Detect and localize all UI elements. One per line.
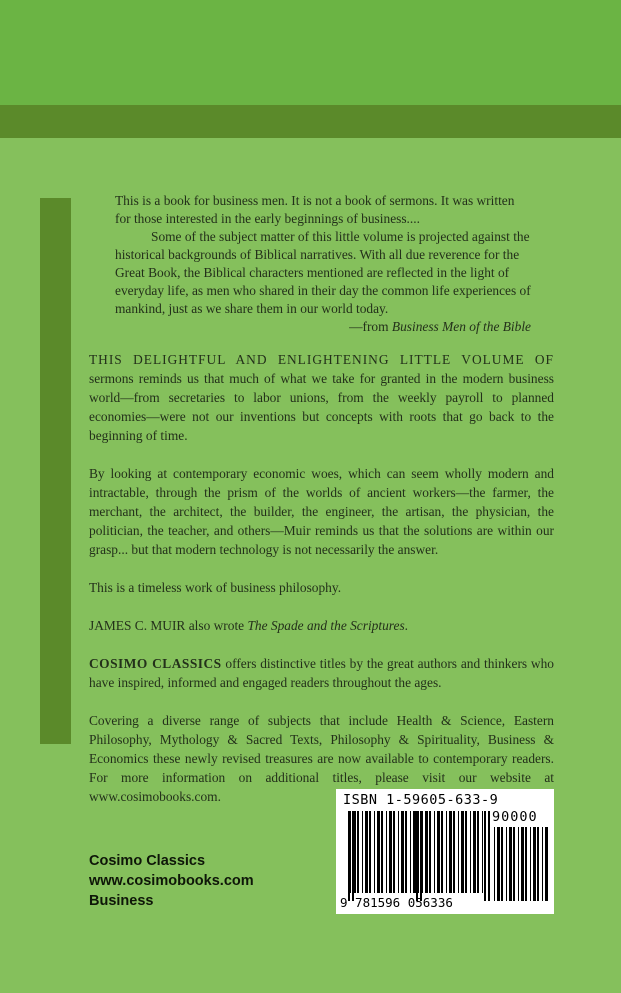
blurb-paragraph-2: By looking at contemporary economic woes, which can seem wholly modern and intractable, through the prism of the worlds of ancient workers—the farmer, the merchant, the architect, the builder, the engineer, the artisan, the physician, the politician, the teacher, and others—Muir reminds us that the solutions are within our grasp... but that modern technology is not necessarily the answer. bbox=[89, 466, 554, 557]
catalog-note: Covering a diverse range of subjects that include Health & Science, Eastern Philosophy, Mythology & Sacred Texts, Philosophy & Spirituality, Business & Economics these newly revised treasures are now available to contemporary readers. For more information on additional titles, please visit our website at www.cosimobooks.com. bbox=[89, 713, 554, 804]
publisher-note: COSIMO CLASSICS offers distinctive titles by the great authors and thinkers who have inspired, informed and engaged readers throughout the ages. bbox=[89, 656, 554, 690]
dark-stripe-band bbox=[0, 105, 621, 138]
barcode-box bbox=[336, 789, 554, 914]
isbn-label: ISBN 1-59605-633-9 bbox=[343, 792, 499, 808]
publisher-website: www.cosimobooks.com bbox=[89, 873, 254, 889]
ean-digits: 9 781596 056336 bbox=[340, 895, 453, 910]
top-color-band bbox=[0, 0, 621, 105]
quote-paragraph-2: Some of the subject matter of this little volume is projected against the historical backgrounds of Biblical narratives. With all due reverence for the Great Book, the Biblical characters mentioned are reflected in the light of everyday life, as men who shared in their day the common life experiences of mankind, just as we share them in our world today. bbox=[115, 229, 531, 316]
other-book-title: The Spade and the Scriptures bbox=[247, 618, 405, 633]
publisher-block bbox=[89, 851, 254, 911]
blurb-body bbox=[89, 350, 554, 825]
blurb-paragraph-1: THIS DELIGHTFUL AND ENLIGHTENING LITTLE VOLUME OF sermons reminds us that much of what we take for granted in the modern business world—from secretaries to labor unions, from the weekly payroll to planned economies—were not our inventions but concepts with roots that go back to the beginning of time. bbox=[89, 352, 554, 443]
blurb-paragraph-3: This is a timeless work of business philosophy. bbox=[89, 580, 342, 595]
source-title: Business Men of the Bible bbox=[391, 319, 531, 334]
price-code: 90000 bbox=[492, 809, 538, 825]
book-category: Business bbox=[89, 893, 154, 909]
quote-attribution: —from Business Men of the Bible bbox=[349, 319, 531, 334]
excerpt-quote bbox=[115, 192, 531, 336]
side-accent-bar bbox=[40, 198, 71, 744]
publisher-name: Cosimo Classics bbox=[89, 853, 206, 869]
quote-paragraph-1: This is a book for business men. It is not a book of sermons. It was written for those interested in the early beginnings of business.... bbox=[115, 193, 515, 226]
author-note: JAMES C. MUIR also wrote The Spade and the Scriptures. bbox=[89, 618, 409, 633]
